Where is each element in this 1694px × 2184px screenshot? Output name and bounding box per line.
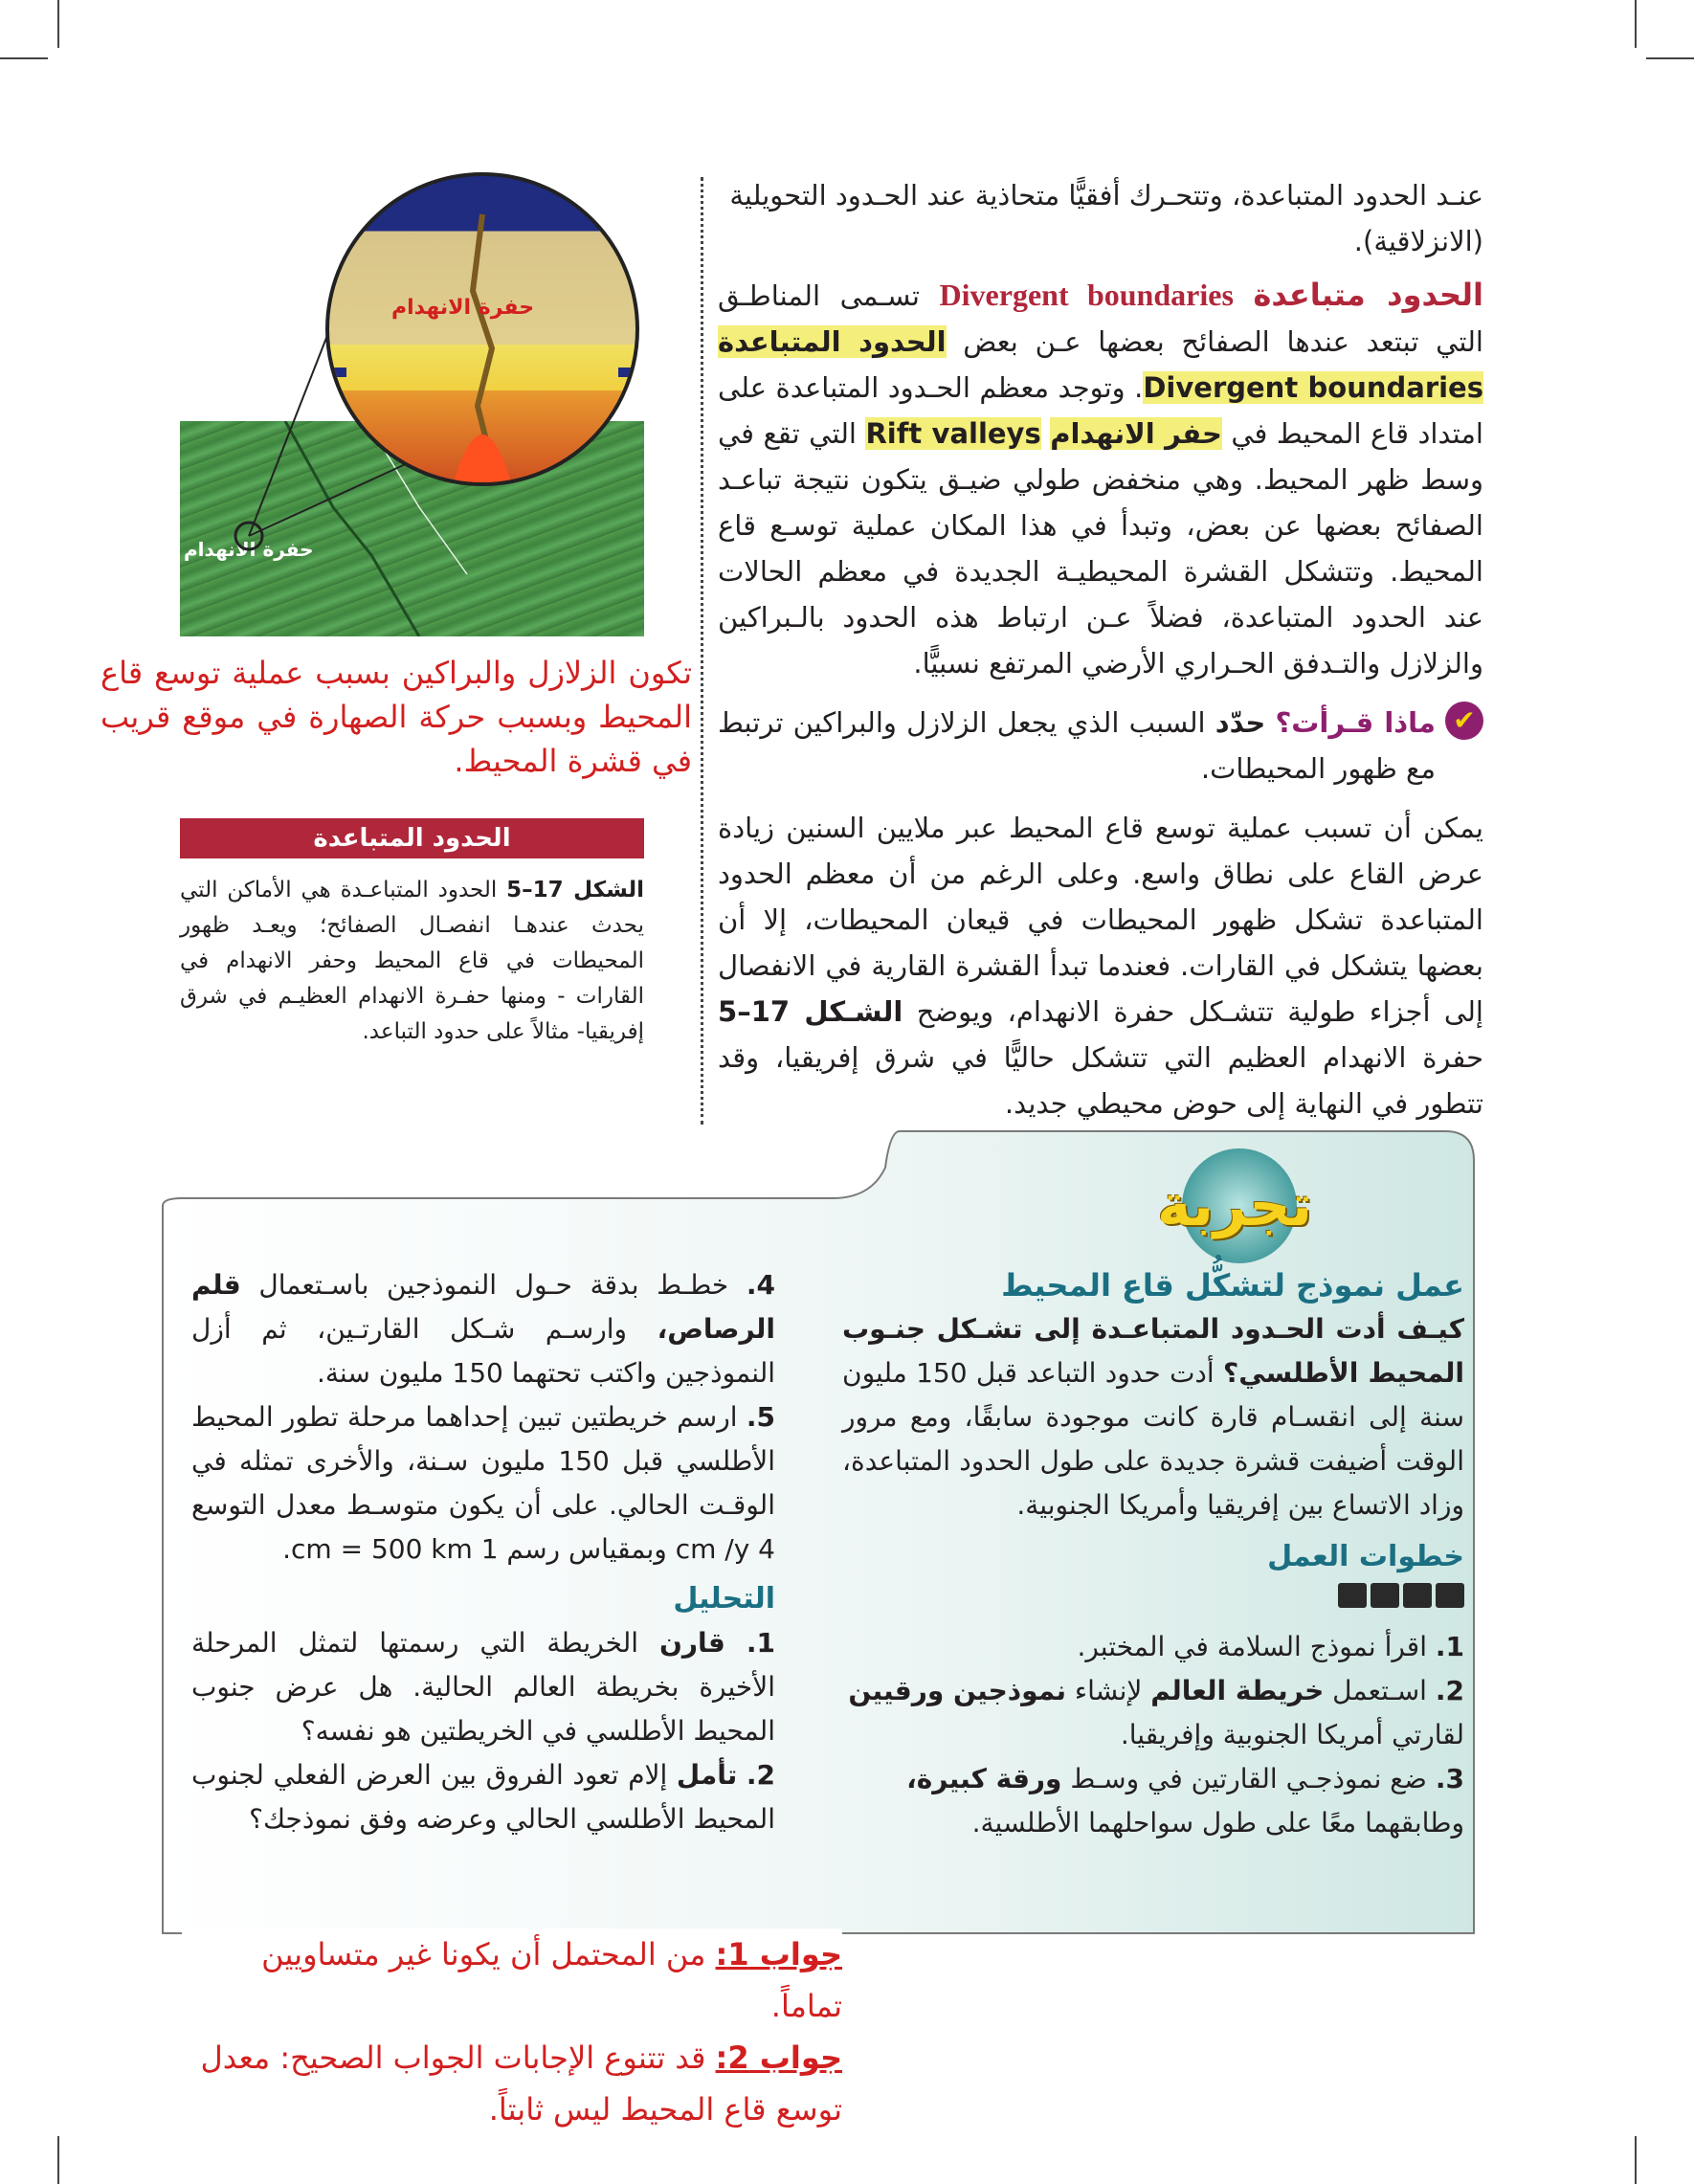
figure-reference: الشـكل 17–5 [718, 995, 903, 1028]
crop-mark [57, 2136, 59, 2184]
safety-icons [842, 1583, 1464, 1612]
crop-mark [1635, 0, 1637, 48]
checkmark-icon: ✔ [1445, 702, 1483, 740]
main-text-column [718, 172, 1483, 1126]
crop-mark [0, 57, 48, 59]
lab-title: عمل نموذج لتشكُّل قاع المحيط [1001, 1267, 1464, 1304]
clothing-safety-icon [1403, 1583, 1432, 1608]
list-item: 2. اسـتعمل خريطة العالم لإنشاء نموذجين ورقيين لقارتي أمريكا الجنوبية وإفريقيا. [848, 1675, 1464, 1750]
key-term: الحدود المتباعدة [718, 325, 947, 358]
lab-badge [1144, 1153, 1326, 1259]
analysis-heading: التحليل [673, 1582, 775, 1616]
rift-crack [329, 176, 635, 482]
sharp-object-icon [1338, 1583, 1367, 1608]
list-item: 5. ارسم خريطتين تبين إحداهما مرحلة تطور المحيط الأطلسي قبل 150 مليون سـنة، والأخرى تمثله في الوقـت الحالي. على أن يكون متوسـط معدل التوسع 4 cm /y وبمقياس رسم 1 cm = 500 km. [191, 1401, 775, 1565]
hand-safety-icon [1371, 1583, 1399, 1608]
lab-badge-text: تجربة [1156, 1172, 1312, 1239]
steps-list-continued [191, 1263, 775, 1571]
lab-question: كيـف أدت الحـدود المتباعـدة إلى تشـكل جنـوب المحيط الأطلسي؟ أدت حدود التباعد قبل 150 مليون سنة إلى انقسـام قارة كانت موجودة سابقًا، ومع مرور الوقت أضيفت قشرة جديدة على طول الحدود المتباعدة، وزاد الاتساع بين إفريقيا وأمريكا الجنوبية. [842, 1313, 1465, 1521]
crop-mark [57, 0, 59, 48]
list-item: 4. خطـط بدقة حـول النموذجين باسـتعمال قلم الرصاص، وارسـم شـكل القارتـين، ثم أزل النموذجين واكتب تحتهما 150 مليون سنة. [191, 1269, 776, 1389]
list-item: 1. قارن الخريطة التي رسمتها لتمثل المرحلة الأخيرة بخريطة العالم الحالية. هل عرض جنوب المحيط الأطلسي في الخريطتين هو نفسه؟ [191, 1627, 775, 1747]
key-term: حفر الانهدام [1050, 417, 1222, 450]
answer-1: جواب 1: من المحتمل أن يكونا غير متساويين تماماً. [261, 1936, 842, 2024]
rift-closeup-circle [325, 172, 639, 486]
lab-right-column [842, 1263, 1464, 1845]
answer-2: جواب 2: قد تتنوع الإجابات الجواب الصحيح: معدل توسع قاع المحيط ليس ثابتاً. [200, 2039, 842, 2128]
eye-safety-icon [1436, 1583, 1464, 1608]
list-item: 1. اقرأ نموذج السلامة في المختبر. [1077, 1631, 1464, 1662]
figure-caption: الشكل 17–5 الحدود المتباعـدة هي الأماكن التي يحدث عندهـا انفصـال الصفائح؛ ويعـد ظهور المحيطات في قاع المحيط وحفر الانهدام في القارات - ومنها حفـرة الانهدام العظيـم في شرق إفريقيا- مثالاً على حدود التباعد. [180, 878, 644, 1044]
rift-paragraph: يمكن أن تسبب عملية توسع قاع المحيط عبر ملايين السنين زيادة عرض القاع على نطاق واسع. وعلى الرغم من أن معظم الحدود المتباعدة تشكل ظهور المحيطات في قيعان المحيطات، إلا أن بعضها يتشكل في القارات. فعندما تبدأ القشرة القارية في الانفصال إلى أجزاء طولية تتشـكل حفرة الانهدام، ويوضح الشـكل 17–5 حفرة الانهدام العظيم التي تتشكل حاليًّا في شرق إفريقيا، وقد تتطور في النهاية إلى حوض محيطي جديد. [718, 812, 1483, 1120]
crop-mark [1635, 2136, 1637, 2184]
steps-heading: خطوات العمل [1267, 1540, 1464, 1573]
reading-check: ✔ ماذا قـرأت؟ حدّد السبب الذي يجعل الزلازل والبراكين ترتبط مع ظهور المحيطات. [718, 700, 1483, 791]
crop-mark [1646, 57, 1694, 59]
rift-label-top: حفرة الانهدام [391, 296, 535, 320]
steps-list [842, 1625, 1464, 1845]
intro-paragraph: عنـد الحدود المتباعدة، وتتحـرك أفقيًّا متحاذية عند الحـدود التحويلية (الانزلاقية). [729, 179, 1483, 257]
marker [329, 368, 346, 377]
caption-banner: الحدود المتباعدة [180, 818, 644, 858]
marker [618, 368, 635, 377]
analysis-list [191, 1621, 775, 1841]
key-term-en: Rift valleys [865, 417, 1041, 450]
section-heading: الحدود متباعدة [1253, 277, 1484, 313]
teacher-answers [182, 1928, 842, 2135]
divergent-paragraph: الحدود متباعدة Divergent boundaries تسـمى المناطـق التي تبتعد عندها الصفائح بعضها عـن بعض الحدود المتباعدة Divergent boundaries. وتوجد معظم الحـدود المتباعدة على امتداد قاع المحيط في حفر الانهدام Rift valleys التي تقع في وسط ظهر المحيط. وهي منخفض طولي ضيـق يتكون نتيجة تباعـد الصفائح بعضها عن بعض، وتبدأ في هذا المكان عملية توسـع قاع المحيط. وتتشكل القشرة المحيطيـة الجديدة في معظم الحالات عند الحدود المتباعدة، فضلاً عـن ارتباط هذه الحدود بالـبراكين والزلازل والتـدفق الحـراري الأرضي المرتفع نسبيًّا. [718, 277, 1484, 680]
rift-label-bottom: حفرة الانهدام [184, 538, 314, 561]
key-term-en: Divergent boundaries [1143, 371, 1483, 404]
list-item: 3. ضع نموذجـي القارتين في وسـط ورقة كبيرة، وطابقهما معًا على طول سواحلهما الأطلسية. [906, 1763, 1464, 1839]
list-item: 2. تأمل إلام تعود الفروق بين العرض الفعلي لجنوب المحيط الأطلسي الحالي وعرضه وفق نموذجك؟ [191, 1759, 775, 1835]
column-divider [701, 177, 703, 1125]
section-heading-en: Divergent boundaries [939, 278, 1234, 312]
answer-note: تكون الزلازل والبراكين بسبب عملية توسع قاع المحيط وبسبب حركة الصهارة في موقع قريب في قشرة المحيط. [100, 655, 692, 779]
lab-left-column [191, 1263, 775, 1841]
